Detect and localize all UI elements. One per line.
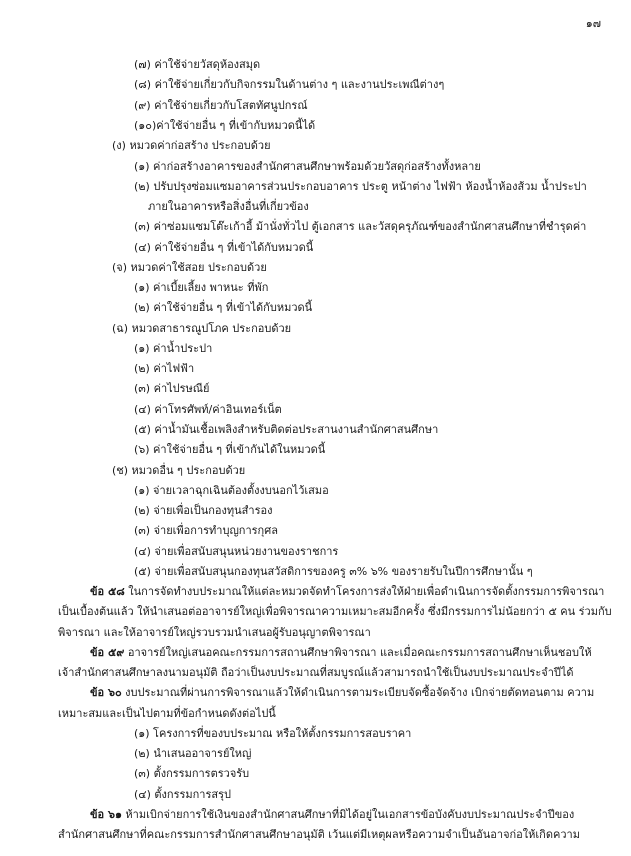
- text-line: (๓) ค่าไปรษณีย์: [134, 382, 210, 395]
- clause-text: งบประมาณที่ผ่านการพิจารณาแล้วให้ดำเนินการตามระเบียบจัดซื้อจัดจ้าง เบิกจ่ายตัดทอนตาม ความ: [121, 686, 595, 699]
- text-line: (๔) ค่าโทรศัพท์/ค่าอินเทอร์เน็ต: [134, 403, 282, 416]
- text-line: (๗) ค่าใช้จ่ายวัสดุห้องสมุด: [134, 58, 261, 71]
- clause-61: [90, 808, 574, 822]
- section-heading: (จ) หมวดค่าใช้สอย ประกอบด้วย: [112, 261, 267, 274]
- text-line: (๒) นำเสนออาจารย์ใหญ่: [134, 747, 252, 760]
- clause-number: ข้อ ๖๑: [90, 808, 122, 821]
- text-line: (๕) จ่ายเพื่อสนับสนุนกองทุนสวัสดิการของครู ๓% ๖% ของรายรับในปีการศึกษานั้น ๆ: [134, 565, 533, 578]
- clause-60: [90, 686, 594, 700]
- text-line: (๔) ค่าใช้จ่ายอื่น ๆ ที่เข้าได้กับหมวดนี้: [134, 241, 314, 254]
- text-line: เหมาะสมและเป็นไปตามที่ข้อกำหนดดังต่อไปนี้: [58, 707, 276, 720]
- clause-text: อาจารย์ใหญ่เสนอคณะกรรมการสถานศึกษาพิจารณา และเมื่อคณะกรรมการสถานศึกษาเห็นชอบให้: [124, 646, 592, 659]
- section-heading: (ช) หมวดอื่น ๆ ประกอบด้วย: [112, 464, 246, 477]
- text-line: (๓) ค่าซ่อมแซมโต๊ะเก้าอี้ ม้านั่งทั่วไป ตู้เอกสาร และวัสดุครุภัณฑ์ของสำนักศาสนศึกษาที่ชำรุดค่า: [134, 220, 587, 233]
- text-line: พิจารณา และให้อาจารย์ใหญ่รวบรวมนำเสนอผู้รับอนุญาตพิจารณา: [58, 626, 371, 639]
- section-heading: (ง) หมวดค่าก่อสร้าง ประกอบด้วย: [112, 139, 271, 152]
- text-line: (๑๐)ค่าใช้จ่ายอื่น ๆ ที่เข้ากับหมวดนี้ได้: [134, 119, 316, 132]
- clause-text: ในการจัดทำงบประมาณให้แต่ละหมวดจัดทำโครงการส่งให้ฝ่ายเพื่อดำเนินการจัดตั้งกรรมการพิจารณา: [124, 585, 605, 598]
- text-line: ภายในอาคารหรือสิ่งอื่นที่เกี่ยวข้อง: [148, 200, 309, 213]
- text-line: (๔) ตั้งกรรมการสรุป: [134, 788, 231, 801]
- clause-59: [90, 646, 592, 660]
- text-line: (๖) ค่าใช้จ่ายอื่น ๆ ที่เข้ากันได้ในหมวดนี้: [134, 443, 326, 456]
- text-line: (๒) ปรับปรุงซ่อมแซมอาคารส่วนประกอบอาคาร ประตู หน้าต่าง ไฟฟ้า ห้องน้ำห้องส้วม น้ำประปา: [134, 180, 587, 193]
- section-heading: (ฉ) หมวดสาธารณูปโภค ประกอบด้วย: [112, 322, 292, 335]
- text-line: (๓) ตั้งกรรมการตรวจรับ: [134, 767, 250, 780]
- text-line: (๑) ค่าน้ำประปา: [134, 342, 213, 355]
- text-line: (๔) จ่ายเพื่อสนับสนุนหน่วยงานของราชการ: [134, 545, 339, 558]
- text-line: (๑) โครงการที่ของบประมาณ หรือให้ตั้งกรรมการสอบราคา: [134, 727, 412, 740]
- text-line: เจ้าสำนักศาสนศึกษาลงนามอนุมัติ ถือว่าเป็นงบประมาณที่สมบูรณ์แล้วสามารถนำใช้เป็นงบประมาณประจำปีได้: [58, 666, 574, 679]
- text-line: (๙) ค่าใช้จ่ายเกี่ยวกับโสตทัศนูปกรณ์: [134, 99, 308, 112]
- text-line: เป็นเบื้องต้นแล้ว ให้นำเสนอต่ออาจารย์ใหญ่เพื่อพิจารณาความเหมาะสมอีกครั้ง ซึ่งมีกรรมการไม่น้อยกว่า ๕ คน ร่วมกับ: [58, 605, 612, 618]
- clause-text: ห้ามเบิกจ่ายการใช้เงินของสำนักศาสนศึกษาที่มิได้อยู่ในเอกสารข้อบังคับงบประมาณประจำปีของ: [121, 808, 575, 821]
- text-line: (๓) จ่ายเพื่อการทำบุญการกุศล: [134, 524, 278, 537]
- clause-number: ข้อ ๖๐: [90, 686, 122, 699]
- text-line: (๒) ค่าไฟฟ้า: [134, 362, 195, 375]
- clause-58: [90, 585, 604, 599]
- text-line: (๑) ค่าเบี้ยเลี้ยง พาหนะ ที่พัก: [134, 281, 269, 294]
- text-line: สำนักศาสนศึกษาที่คณะกรรมการสำนักศาสนศึกษาอนุมัติ เว้นแต่มีเหตุผลหรือความจำเป็นอันอาจก่อให้เกิดความ: [58, 828, 580, 841]
- text-line: (๑) ค่าก่อสร้างอาคารของสำนักศาสนศึกษาพร้อมด้วยวัสดุก่อสร้างทั้งหลาย: [134, 160, 481, 173]
- page-number: ๑๗: [585, 17, 601, 30]
- text-line: (๘) ค่าใช้จ่ายเกี่ยวกับกิจกรรมในด้านต่าง ๆ และงานประเพณีต่างๆ: [134, 78, 445, 91]
- text-line: (๒) ค่าใช้จ่ายอื่น ๆ ที่เข้าได้กับหมวดนี้: [134, 301, 313, 314]
- text-line: (๒) จ่ายเพื่อเป็นกองทุนสำรอง: [134, 504, 273, 517]
- text-line: (๕) ค่าน้ำมันเชื้อเพลิงสำหรับติดต่อประสานงานสำนักศาสนศึกษา: [134, 423, 439, 436]
- text-line: (๑) จ่ายเวลาฉุกเฉินต้องตั้งงบนอกไว้เสมอ: [134, 484, 329, 497]
- clause-number: ข้อ ๕๘: [90, 585, 125, 598]
- clause-number: ข้อ ๕๙: [90, 646, 125, 659]
